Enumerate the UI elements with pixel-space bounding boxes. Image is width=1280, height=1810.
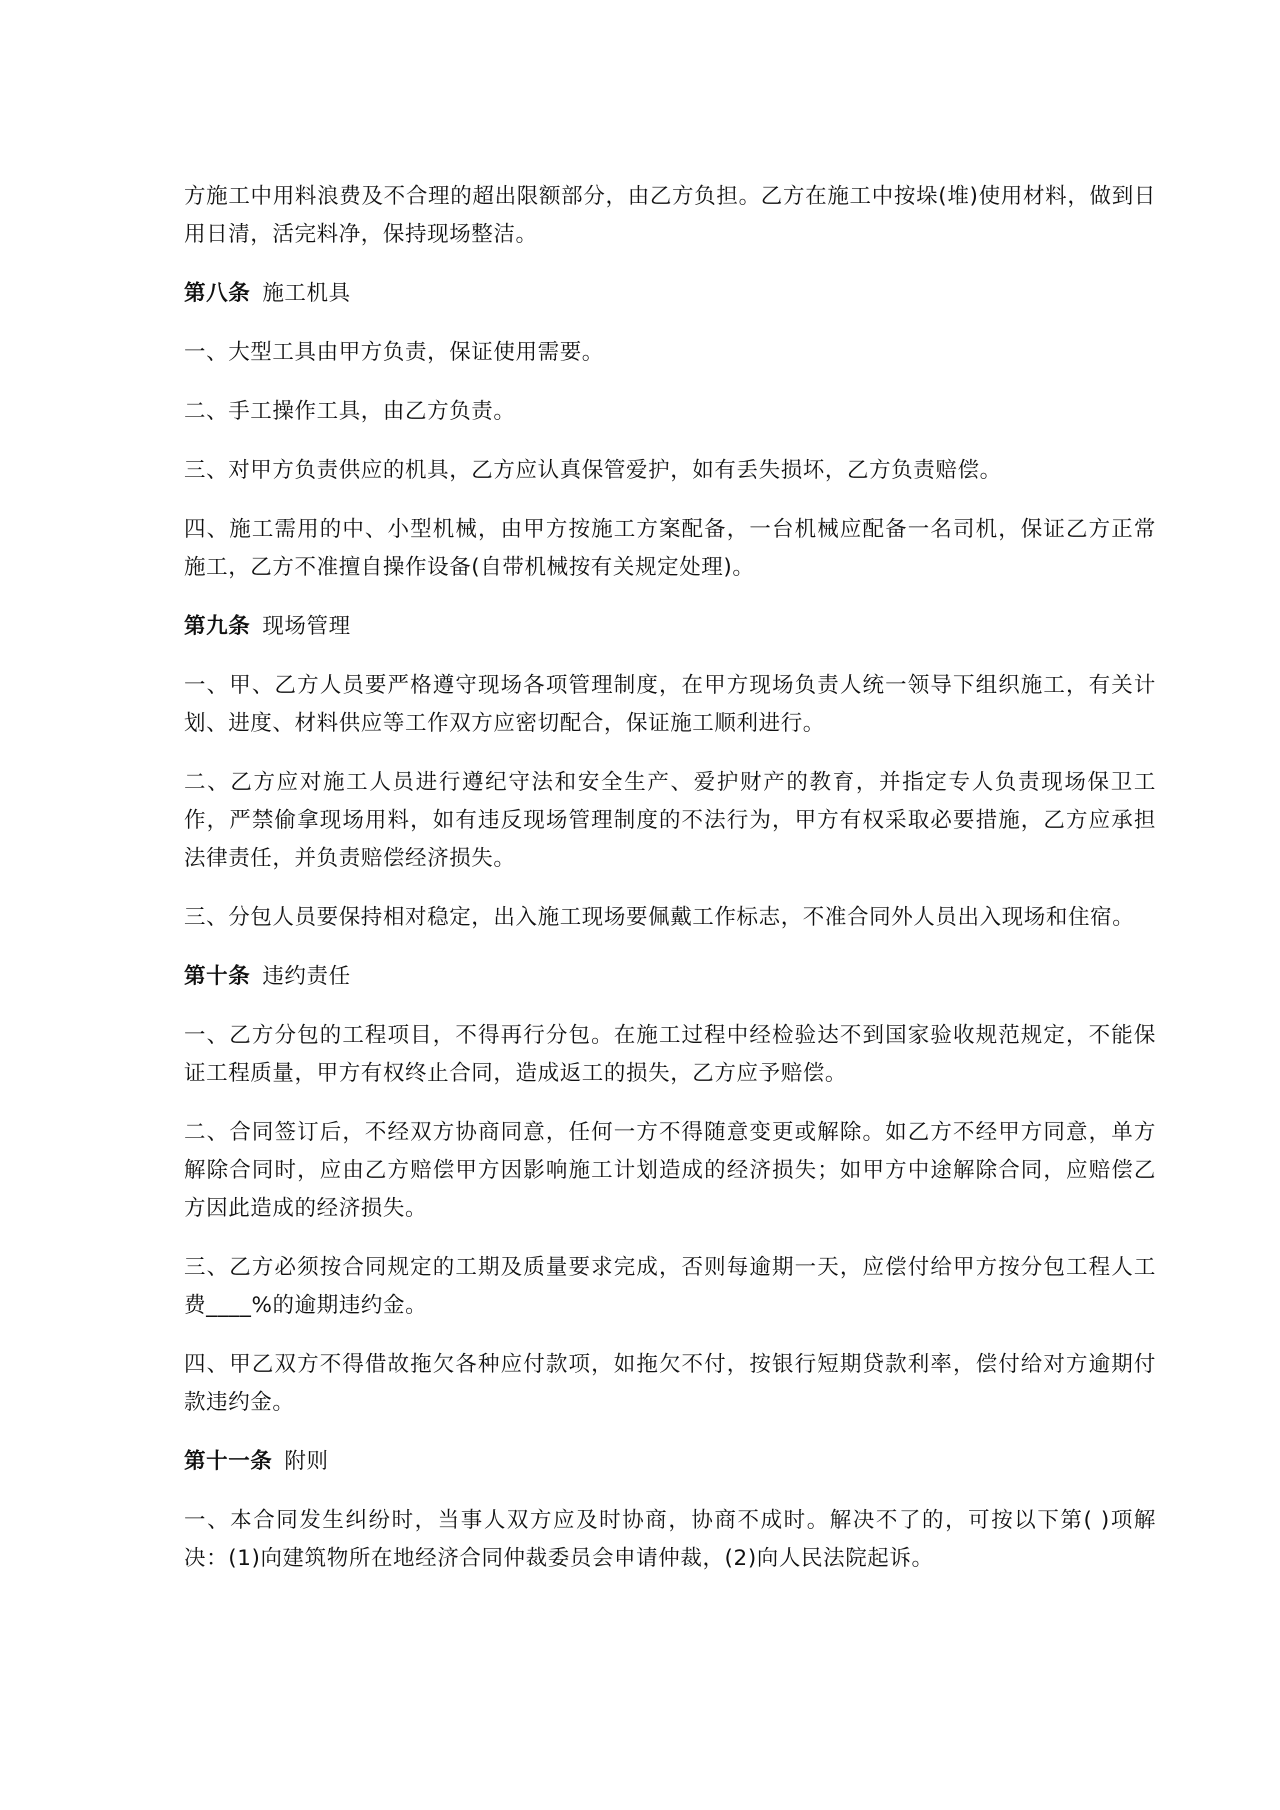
article-11-heading [184,1443,1156,1481]
paragraph: 一、大型工具由甲方负责，保证使用需要。 [184,340,604,365]
article-8-heading [184,275,1156,313]
paragraph: 二、合同签订后，不经双方协商同意，任何一方不得随意变更或解除。如乙方不经甲方同意，单方解除合同时，应由乙方赔偿甲方因影响施工计划造成的经济损失；如甲方中途解除合同，应赔偿乙方因此造成的经济损失。 [184,1120,1156,1221]
paragraph-materials-cleanup: 方施工中用料浪费及不合理的超出限额部分，由乙方负担。乙方在施工中按垛(堆)使用材料，做到日用日清，活完料净，保持现场整洁。 [184,184,1156,247]
paragraph: 二、乙方应对施工人员进行遵纪守法和安全生产、爱护财产的教育，并指定专人负责现场保卫工作，严禁偷拿现场用料，如有违反现场管理制度的不法行为，甲方有权采取必要措施，乙方应承担法律责任，并负责赔偿经济损失。 [184,770,1156,871]
article-10-heading [184,958,1156,996]
paragraph: 一、甲、乙方人员要严格遵守现场各项管理制度，在甲方现场负责人统一领导下组织施工，有关计划、进度、材料供应等工作双方应密切配合，保证施工顺利进行。 [184,673,1156,736]
paragraph: 一、本合同发生纠纷时，当事人双方应及时协商，协商不成时。解决不了的，可按以下第( )项解决：(1)向建筑物所在地经济合同仲裁委员会申请仲裁，(2)向人民法院起诉。 [184,1508,1156,1571]
paragraph: 三、分包人员要保持相对稳定，出入施工现场要佩戴工作标志，不准合同外人员出入现场和住宿。 [184,905,1135,930]
article-number: 第十条 [184,964,251,989]
article-title: 施工机具 [262,281,351,306]
article-9-heading [184,608,1156,646]
article-number: 第八条 [184,281,251,306]
paragraph: 一、乙方分包的工程项目，不得再行分包。在施工过程中经检验达不到国家验收规范规定，不能保证工程质量，甲方有权终止合同，造成返工的损失，乙方应予赔偿。 [184,1023,1156,1086]
article-number: 第九条 [184,614,251,639]
article-title: 违约责任 [262,964,351,989]
document-page [184,178,1156,1599]
paragraph: 三、乙方必须按合同规定的工期及质量要求完成，否则每逾期一天，应偿付给甲方按分包工程人工费____%的逾期违约金。 [184,1255,1156,1318]
paragraph: 二、手工操作工具，由乙方负责。 [184,399,516,424]
article-number: 第十一条 [184,1449,273,1474]
paragraph: 三、对甲方负责供应的机具，乙方应认真保管爱护，如有丢失损坏，乙方负责赔偿。 [184,458,1002,483]
paragraph: 四、施工需用的中、小型机械，由甲方按施工方案配备，一台机械应配备一名司机，保证乙方正常施工，乙方不准擅自操作设备(自带机械按有关规定处理)。 [184,517,1156,580]
article-title: 附则 [284,1449,329,1474]
article-title: 现场管理 [262,614,351,639]
paragraph: 四、甲乙双方不得借故拖欠各种应付款项，如拖欠不付，按银行短期贷款利率，偿付给对方逾期付款违约金。 [184,1352,1156,1415]
